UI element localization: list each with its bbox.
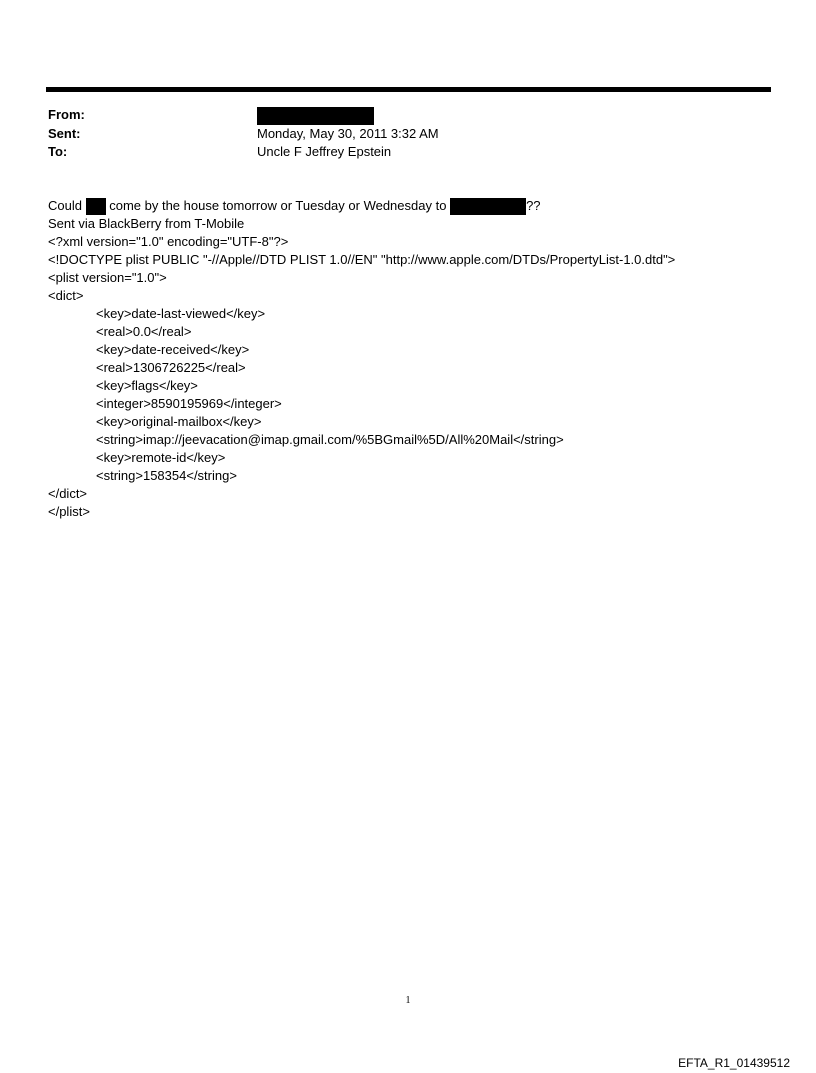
email-body bbox=[48, 197, 788, 521]
body-text-question: ?? bbox=[526, 198, 541, 213]
xml-line: <string>158354</string> bbox=[96, 468, 237, 483]
xml-line: </plist> bbox=[48, 504, 90, 519]
xml-line: <key>date-last-viewed</key> bbox=[96, 306, 266, 321]
from-value-redacted bbox=[257, 106, 374, 125]
xml-line: </dict> bbox=[48, 486, 88, 501]
xml-line: <!DOCTYPE plist PUBLIC "-//Apple//DTD PLIST 1.0//EN" "http://www.apple.com/DTDs/PropertyList-1.0.dtd"> bbox=[48, 252, 676, 267]
xml-line: <?xml version="1.0" encoding="UTF-8"?> bbox=[48, 234, 289, 249]
xml-line: <key>date-received</key> bbox=[96, 342, 250, 357]
to-label: To: bbox=[48, 144, 68, 159]
xml-line: <integer>8590195969</integer> bbox=[96, 396, 282, 411]
xml-line: <real>1306726225</real> bbox=[96, 360, 246, 375]
body-text-could: Could bbox=[48, 198, 82, 213]
xml-line: <key>flags</key> bbox=[96, 378, 198, 393]
document-id: EFTA_R1_01439512 bbox=[678, 1056, 790, 1070]
page-number: 1 bbox=[405, 995, 411, 1006]
xml-line: <key>original-mailbox</key> bbox=[96, 414, 262, 429]
redaction-box bbox=[86, 198, 106, 215]
sent-value: Monday, May 30, 2011 3:32 AM bbox=[257, 126, 439, 141]
xml-line: <string>imap://jeevacation@imap.gmail.com/%5BGmail%5D/All%20Mail</string> bbox=[96, 432, 564, 447]
header-rule bbox=[46, 87, 771, 92]
body-signature: Sent via BlackBerry from T-Mobile bbox=[48, 216, 245, 231]
xml-line: <real>0.0</real> bbox=[96, 324, 192, 339]
xml-line: <key>remote-id</key> bbox=[96, 450, 226, 465]
to-value: Uncle F Jeffrey Epstein bbox=[257, 144, 392, 159]
xml-line: <plist version="1.0"> bbox=[48, 270, 167, 285]
body-line-1 bbox=[48, 197, 788, 215]
from-label: From: bbox=[48, 107, 85, 122]
sent-label: Sent: bbox=[48, 126, 81, 141]
body-text-request: come by the house tomorrow or Tuesday or Wednesday to bbox=[109, 198, 447, 213]
redaction-box bbox=[450, 198, 526, 215]
redaction-box bbox=[257, 107, 374, 125]
xml-line: <dict> bbox=[48, 288, 84, 303]
